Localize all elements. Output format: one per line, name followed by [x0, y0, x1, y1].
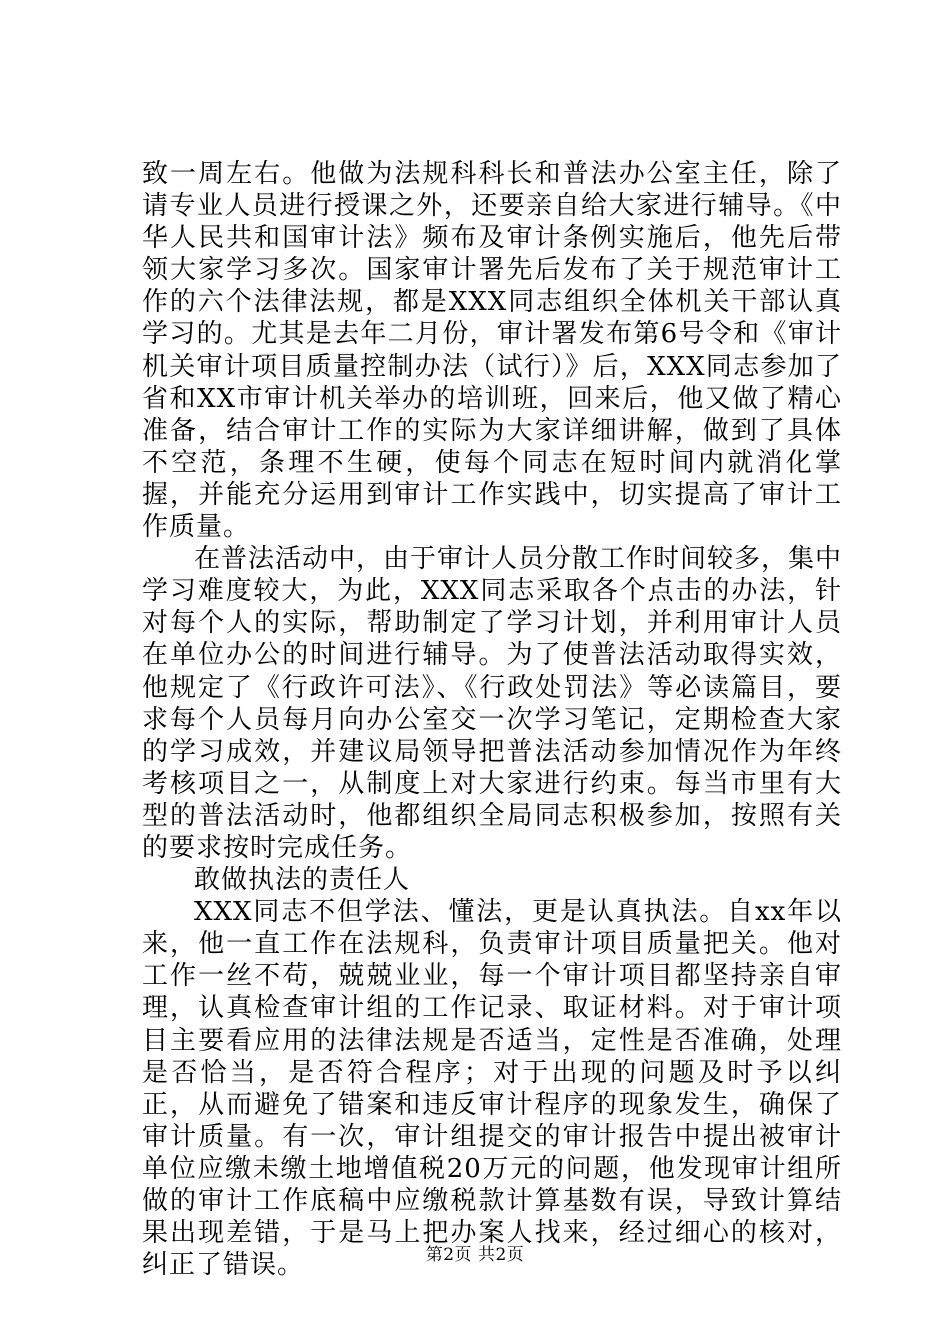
page-number-footer: 第2页 共2页	[425, 1245, 525, 1265]
paragraph-law-enforcement: XXX同志不但学法、懂法，更是认真执法。自xx年以来，他一直工作在法规科，负责审计项目质量把关。他对工作一丝不苟，兢兢业业，每一个审计项目都坚持亲自审理，认真检查审计组的工作记录、取证材料。对于审计项目主要看应用的法律法规是否适当，定性是否准确，处理是否恰当，是否符合程序；对于出现的问题及时予以纠正，从而避免了错案和违反审计程序的现象发生，确保了审计质量。有一次，审计组提交的审计报告中提出被审计单位应缴未缴土地增值税20万元的问题，他发现审计组所做的审计工作底稿中应缴税款计算基数有误，导致计算结果出现差错，于是马上把办案人找来，经过细心的核对，纠正了错误。	[142, 897, 842, 1281]
section-heading: 敢做执法的责任人	[194, 865, 411, 896]
paragraph-continuation: 致一周左右。他做为法规科科长和普法办公室主任，除了请专业人员进行授课之外，还要亲自给大家进行辅导。《中华人民共和国审计法》频布及审计条例实施后，他先后带领大家学习多次。国家审计署先后发布了关于规范审计工作的六个法律法规，都是XXX同志组织全体机关干部认真学习的。尤其是去年二月份，审计署发布第6号令和《审计机关审计项目质量控制办法（试行）》后，XXX同志参加了省和XX市审计机关举办的培训班，回来后，他又做了精心准备，结合审计工作的实际为大家详细讲解，做到了具体不空范，条理不生硬，使每个同志在短时间内就消化掌握，并能充分运用到审计工作实践中，切实提高了审计工作质量。	[142, 159, 842, 543]
document-body	[142, 158, 842, 1281]
paragraph-legal-education: 在普法活动中，由于审计人员分散工作时间较多，集中学习难度较大，为此，XXX同志采取各个点击的办法，针对每个人的实际，帮助制定了学习计划，并利用审计人员在单位办公的时间进行辅导。为了使普法活动取得实效，他规定了《行政许可法》、《行政处罚法》等必读篇目，要求每个人员每月向办公室交一次学习笔记，定期检查大家的学习成效，并建议局领导把普法活动参加情况作为年终考核项目之一，从制度上对大家进行约束。每当市里有大型的普法活动时，他都组织全局同志积极参加，按照有关的要求按时完成任务。	[142, 544, 843, 863]
